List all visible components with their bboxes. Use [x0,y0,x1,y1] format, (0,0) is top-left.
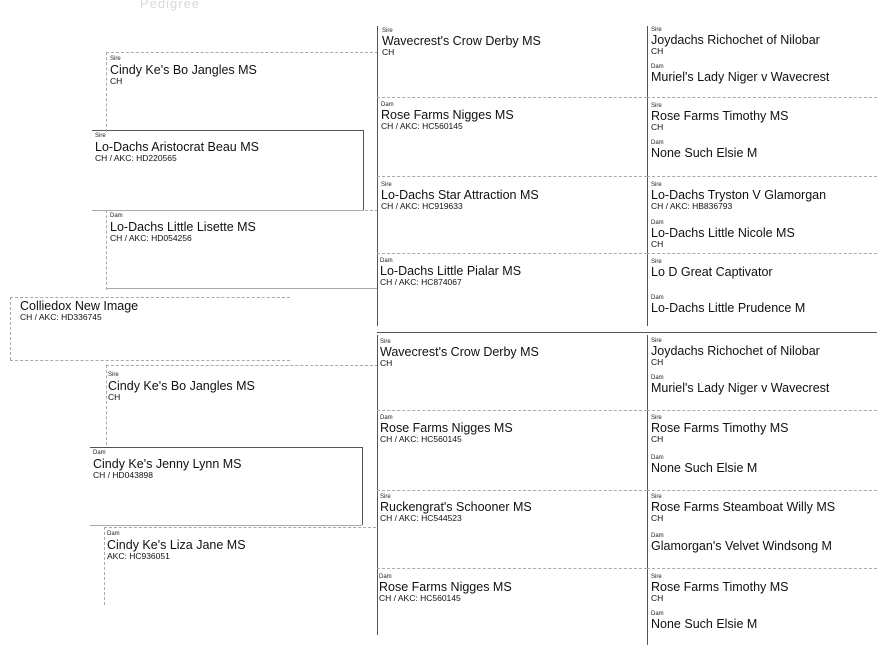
role-label: Dam [651,295,664,301]
divider [10,360,290,361]
divider [90,447,362,448]
divider [377,332,877,333]
dog-name: Lo-Dachs Little Lisette MS [110,220,256,234]
dog-name: Cindy Ke's Liza Jane MS [107,538,246,552]
dog-reg: AKC: HC936051 [107,551,170,561]
dog-reg: CH / AKC: HC874067 [380,277,462,287]
gen4-sire-8 [651,574,789,603]
divider [647,490,877,491]
dog-name: Lo-Dachs Little Nicole MS [651,226,795,240]
role-label: Sire [651,494,662,500]
dog-name: Cindy Ke's Bo Jangles MS [110,63,257,77]
divider [362,447,363,525]
divider [377,410,647,411]
subject-name: Colliedox New Image [20,299,139,313]
gen4-dam-8 [651,611,757,631]
gen4-dam-6 [651,455,757,475]
gen3-sire-1 [382,28,541,57]
gen4-sire-2 [651,103,789,132]
divider [10,297,290,298]
dog-reg: CH [651,122,664,132]
dog-reg: CH / AKC: HC560145 [380,434,462,444]
gen3-dam-2 [380,258,521,287]
divider [647,253,877,254]
dog-name: Rose Farms Steamboat Willy MS [651,500,836,514]
gen1-sire [95,133,259,163]
divider [647,410,877,411]
gen4-dam-2 [651,140,757,160]
dog-name: Rose Farms Timothy MS [651,580,789,594]
divider [377,490,647,491]
dog-name: Joydachs Richochet of Nilobar [651,344,820,358]
role-label: Dam [651,611,664,617]
dog-reg: CH [382,47,395,57]
role-label: Sire [651,27,662,33]
dog-reg: CH [651,239,664,249]
dog-reg: CH / AKC: HD220565 [95,153,177,163]
gen2-dam-2 [107,531,246,561]
gen4-dam-4 [651,295,805,315]
dog-name: Lo D Great Captivator [651,265,773,279]
gen4-sire-5 [651,338,820,367]
role-label: Sire [381,182,392,188]
dog-name: Rose Farms Timothy MS [651,421,789,435]
dog-reg: CH / HD043898 [93,470,154,480]
divider [647,568,877,569]
gen3-sire-2 [381,182,539,211]
dog-reg: CH / AKC: HD054256 [110,233,192,243]
divider [10,297,11,360]
role-label: Sire [108,372,119,378]
role-label: Sire [651,182,662,188]
role-label: Dam [651,375,664,381]
divider [106,52,378,53]
role-label: Sire [95,133,106,139]
role-label: Dam [107,531,120,537]
divider [377,253,647,254]
dog-name: Cindy Ke's Jenny Lynn MS [93,457,242,471]
dog-name: None Such Elsie M [651,461,758,475]
divider [377,568,647,569]
role-label: Dam [651,220,664,226]
gen4-dam-1 [651,64,829,84]
role-label: Dam [110,213,123,219]
role-label: Dam [651,140,664,146]
role-label: Dam [380,415,393,421]
role-label: Dam [651,64,664,70]
divider [377,176,647,177]
dog-name: Lo-Dachs Tryston V Glamorgan [651,188,827,202]
gen2-sire-1 [110,56,257,86]
dog-reg: CH [651,593,664,603]
divider [92,130,364,131]
subject-reg: CH / AKC: HD336745 [20,312,102,322]
page-title: Pedigree [140,0,201,11]
role-label: Sire [651,415,662,421]
dog-name: Lo-Dachs Little Pialar MS [380,264,522,278]
dog-name: Glamorgan's Velvet Windsong M [651,539,832,553]
gen2-dam-1 [110,213,256,243]
dog-name: Lo-Dachs Star Attraction MS [381,188,539,202]
role-label: Dam [381,102,394,108]
role-label: Sire [380,339,391,345]
gen4-dam-7 [651,533,832,553]
divider [104,527,376,528]
dog-reg: CH [108,392,121,402]
dog-name: Wavecrest's Crow Derby MS [382,34,541,48]
dog-reg: CH / AKC: HC919633 [381,201,463,211]
dog-reg: CH [380,358,393,368]
role-label: Sire [382,28,393,34]
gen2-sire-2 [108,372,255,402]
divider [90,525,362,526]
gen3-sire-3 [380,339,539,368]
gen4-dam-3 [651,220,795,249]
divider [104,527,105,605]
gen4-dam-5 [651,375,829,395]
divider [363,130,364,210]
gen4-sire-7 [651,494,835,523]
gen3-dam-1 [381,102,514,131]
role-label: Sire [651,574,662,580]
role-label: Dam [651,455,664,461]
gen1-dam [93,450,242,480]
dog-name: Lo-Dachs Little Prudence M [651,301,806,315]
dog-reg: CH [651,513,664,523]
dog-reg: CH / AKC: HC560145 [381,121,463,131]
dog-name: None Such Elsie M [651,146,758,160]
dog-reg: CH [110,76,123,86]
role-label: Sire [651,103,662,109]
gen3-dam-4 [379,574,512,603]
gen4-sire-6 [651,415,789,444]
gen4-sire-3 [651,182,826,211]
divider [377,335,378,635]
role-label: Dam [93,450,106,456]
divider [106,210,378,211]
divider [106,288,378,289]
dog-name: Rose Farms Nigges MS [381,108,514,122]
role-label: Sire [651,338,662,344]
dog-name: Muriel's Lady Niger v Wavecrest [651,381,830,395]
role-label: Sire [110,56,121,62]
dog-name: Wavecrest's Crow Derby MS [380,345,539,359]
divider [647,97,877,98]
divider [106,365,378,366]
role-label: Dam [379,574,392,580]
role-label: Sire [651,259,662,265]
dog-name: Rose Farms Timothy MS [651,109,789,123]
gen3-dam-3 [380,415,513,444]
divider [106,210,107,290]
role-label: Dam [651,533,664,539]
dog-name: Lo-Dachs Aristocrat Beau MS [95,140,259,154]
dog-name: Muriel's Lady Niger v Wavecrest [651,70,830,84]
dog-reg: CH / AKC: HB836793 [651,201,733,211]
gen4-sire-4 [651,259,773,279]
dog-name: Rose Farms Nigges MS [380,421,513,435]
dog-reg: CH / AKC: HC544523 [380,513,462,523]
dog-name: Ruckengrat's Schooner MS [380,500,532,514]
dog-reg: CH [651,46,664,56]
divider [106,365,107,445]
dog-name: Rose Farms Nigges MS [379,580,512,594]
dog-name: None Such Elsie M [651,617,758,631]
role-label: Sire [380,494,391,500]
gen4-sire-1 [651,27,820,56]
role-label: Dam [380,258,393,264]
dog-reg: CH [651,357,664,367]
dog-reg: CH [651,434,664,444]
divider [647,176,877,177]
dog-name: Joydachs Richochet of Nilobar [651,33,820,47]
gen3-sire-4 [380,494,532,523]
subject-dog [20,299,138,322]
divider [377,97,647,98]
dog-reg: CH / AKC: HC560145 [379,593,461,603]
dog-name: Cindy Ke's Bo Jangles MS [108,379,255,393]
divider [106,52,107,132]
